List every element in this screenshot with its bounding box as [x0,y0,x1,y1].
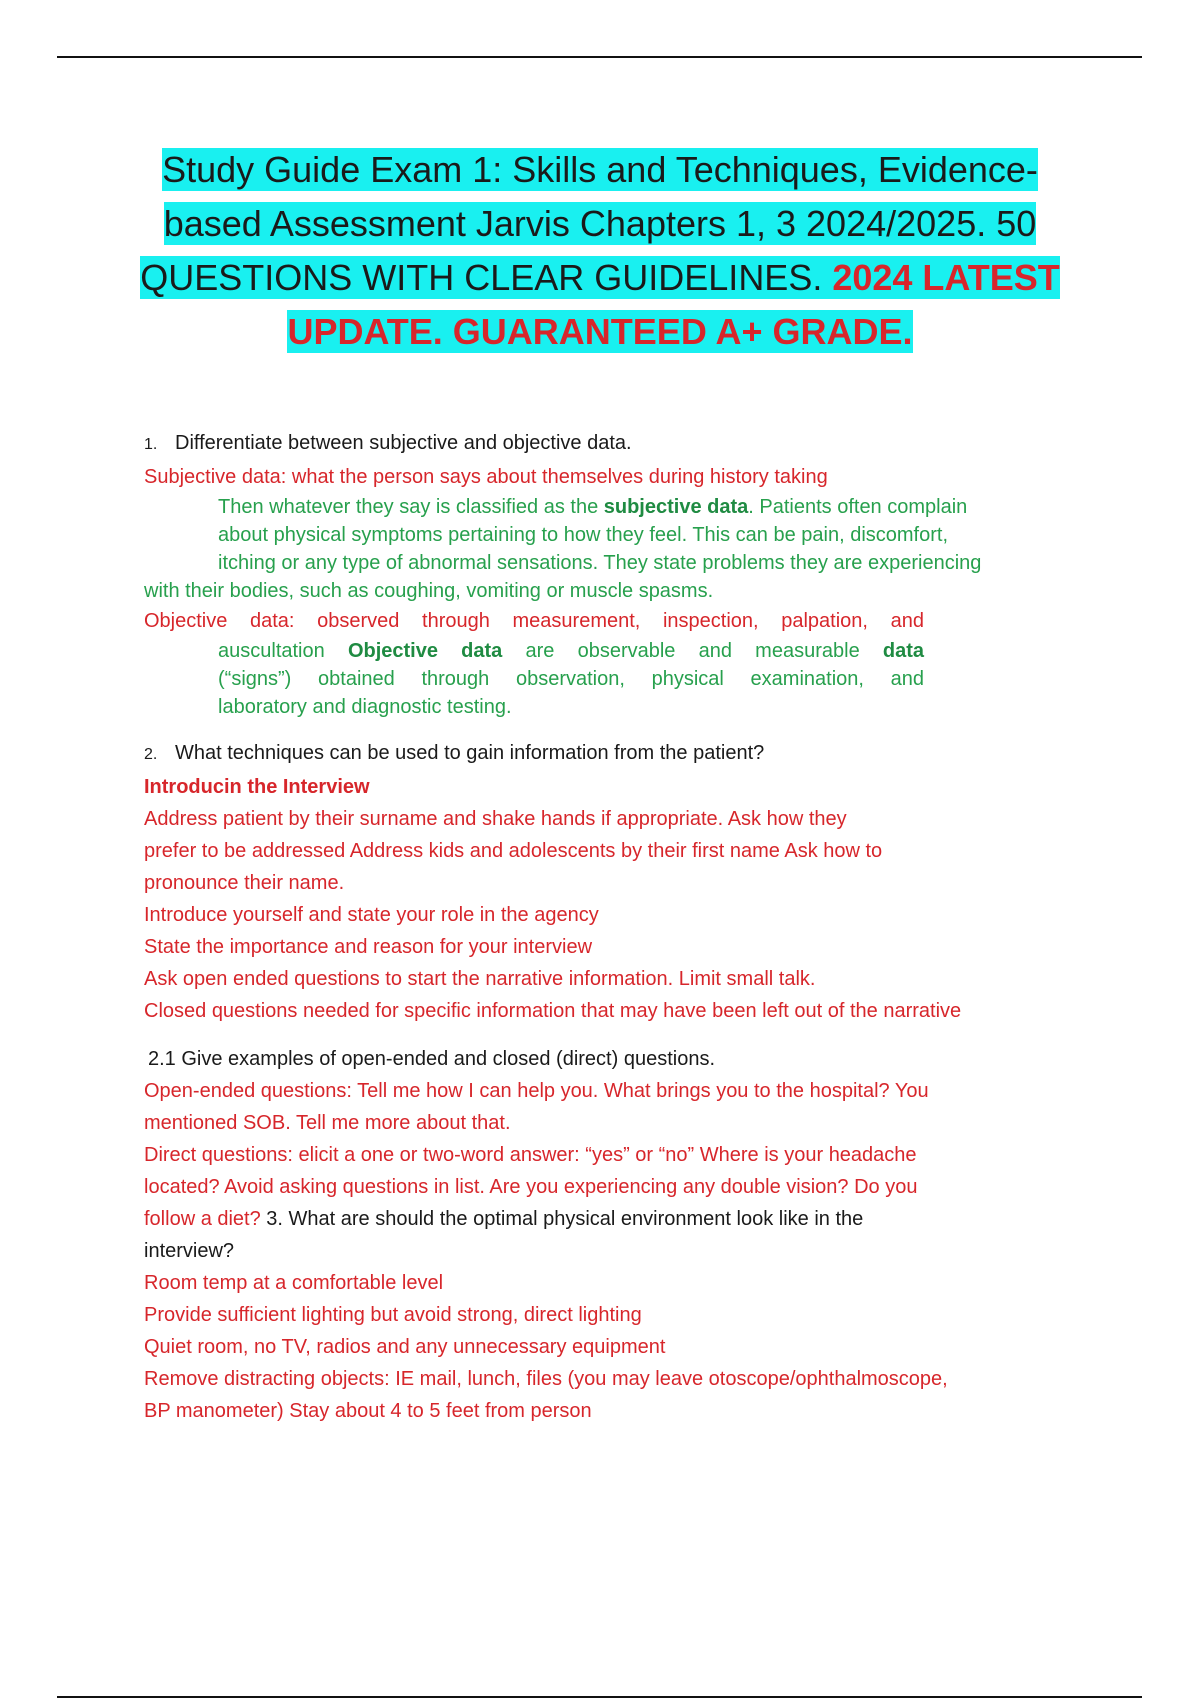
subjective-definition: Subjective data: what the person says about themselves during history taking [144,466,828,488]
objective-detail-3: laboratory and diagnostic testing. [218,696,512,718]
q2-line: State the importance and reason for your interview [144,936,593,958]
question-1 [144,427,1074,461]
q21-line: Open-ended questions: Tell me how I can help you. What brings you to the hospital? You [144,1080,929,1102]
title-line-2: based Assessment Jarvis Chapters 1, 3 2024/2025. 50 [163,203,1037,244]
objective-detail-1: auscultation Objective data are observable and measurable data [218,640,925,662]
question-1-text: Differentiate between subjective and objective data. [175,432,632,454]
subjective-detail-3: itching or any type of abnormal sensations. They state problems they are experiencing [218,552,982,574]
subjective-detail-2: about physical symptoms pertaining to how they feel. This can be pain, discomfort, [218,524,949,546]
question-2-1: 2.1 Give examples of open-ended and closed (direct) questions. [148,1048,716,1070]
question-2 [144,737,1074,771]
q2-line: Introduce yourself and state your role in the agency [144,904,599,926]
q21-line: mentioned SOB. Tell me more about that. [144,1112,511,1134]
q21-line-with-question-3: follow a diet? 3. What are should the optimal physical environment look like in the [144,1208,864,1230]
question-3: 3. What are should the optimal physical environment look like in the [266,1208,864,1230]
question-3-continued: interview? [144,1240,235,1262]
question-2-text: What techniques can be used to gain information from the patient? [175,742,765,764]
bottom-rule [57,1696,1142,1698]
q3-line: Remove distracting objects: IE mail, lunch, files (you may leave otoscope/ophthalmoscope, [144,1368,948,1390]
q2-line: Address patient by their surname and shake hands if appropriate. Ask how they [144,808,847,830]
q2-line: pronounce their name. [144,872,345,894]
top-rule [57,56,1142,58]
q21-line: located? Avoid asking questions in list. Are you experiencing any double vision? Do you [144,1176,918,1198]
title-line-4: UPDATE. GUARANTEED A+ GRADE. [287,311,913,352]
objective-definition: Objective data: observed through measurement, inspection, palpation, and [144,610,924,632]
question-2-number: 2. [144,746,158,763]
q3-line: Provide sufficient lighting but avoid strong, direct lighting [144,1304,642,1326]
objective-detail-2: (“signs”) obtained through observation, physical examination, and [218,668,924,690]
title-line-3: QUESTIONS WITH CLEAR GUIDELINES. [140,257,833,298]
question-1-number: 1. [144,436,158,453]
interview-heading: Introducin the Interview [144,776,370,798]
document-body [144,427,1074,1427]
title-line-3-red: 2024 LATEST [832,257,1060,298]
q3-line: Room temp at a comfortable level [144,1272,444,1294]
q2-line: prefer to be addressed Address kids and adolescents by their first name Ask how to [144,840,883,862]
document-title [120,143,1080,359]
title-line-1: Study Guide Exam 1: Skills and Techniques, Evidence- [162,149,1038,190]
q21-line: Direct questions: elicit a one or two-word answer: “yes” or “no” Where is your headache [144,1144,917,1166]
subjective-detail-1: Then whatever they say is classified as the subjective data. Patients often complain [218,496,968,518]
q3-line: Quiet room, no TV, radios and any unnecessary equipment [144,1336,666,1358]
q2-line: Ask open ended questions to start the narrative information. Limit small talk. [144,968,816,990]
q2-line: Closed questions needed for specific information that may have been left out of the narrative [144,1000,962,1022]
q3-line: BP manometer) Stay about 4 to 5 feet from person [144,1400,592,1422]
subjective-detail-4: with their bodies, such as coughing, vomiting or muscle spasms. [144,580,714,602]
